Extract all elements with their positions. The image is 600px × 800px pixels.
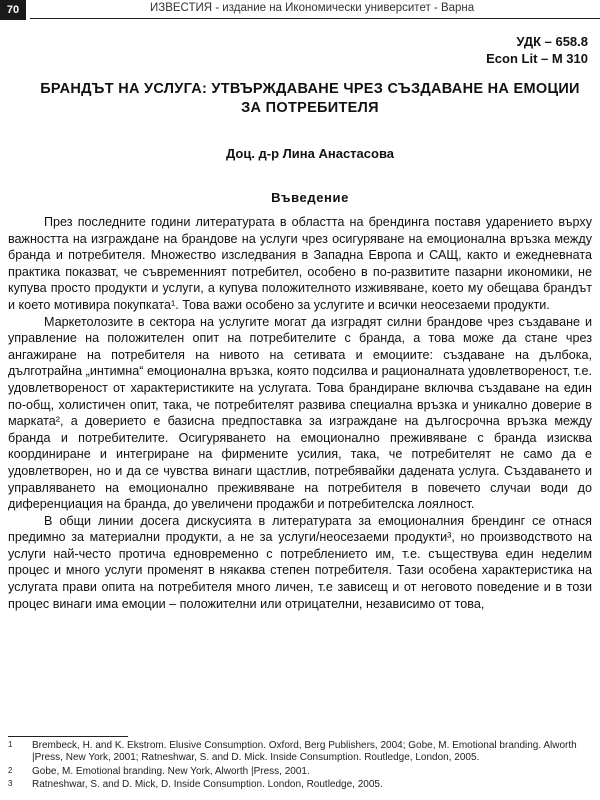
udk-code: УДК – 658.8 xyxy=(516,34,588,49)
footnote xyxy=(8,766,592,778)
header-rule xyxy=(30,18,600,19)
footnotes xyxy=(8,740,592,793)
section-heading: Въведение xyxy=(271,190,349,205)
article-title: БРАНДЪТ НА УСЛУГА: УТВЪРЖДАВАНЕ ЧРЕЗ СЪЗДАВАНЕ НА ЕМОЦИИ ЗА ПОТРЕБИТЕЛЯ xyxy=(40,81,580,116)
econlit-code: Econ Lit – M 310 xyxy=(486,51,588,66)
footnote-text: Gobe, M. Emotional branding. New York, Alworth |Press, 2001. xyxy=(32,765,310,777)
footnote-mark: 3 xyxy=(8,779,13,789)
page-header xyxy=(0,0,600,22)
footnote-separator xyxy=(8,736,128,737)
footnote xyxy=(8,779,592,791)
footnote-mark: 1 xyxy=(8,740,13,749)
page-number: 70 xyxy=(0,0,26,20)
article-author: Доц. д-р Лина Анастасова xyxy=(225,146,395,161)
body-paragraph: Маркетолозите в сектора на услугите могат да изградят силни брандове чрез създаване и управление на положителен опит на потребителите с бранда, а това може да стане чрез ангажиране на потребителя на нивото на сетивата и емоциите: създаване на дълбока, дълготрайна „интимна“ емоционална връзка, която подсилва и рационалната удовлетвореност, т.е. удовлетвореност от характеристиките на услугата. Това брандиране включва създаване на един по-общ, холистичен опит, така, че потребителят развива специална връзка и уникално доверие в марката², а доверието е базисна предпоставка за изграждане на дългосрочна връзка между бранда и потребителите. Осигуряването на емоционално преживяване с бранда изисква координиране и интегриране на фирмените усилия, така, че потребителят не само да е удовлетворен, но и да се чувства винаги щастлив, потребявайки дадената услуга. Създаването и управляването на емоционално преживяване на потребителя в повечето случаи води до диференциация на бранда, до увеличени продажби и потребителска лоялност. xyxy=(8,314,592,512)
classification-codes xyxy=(486,33,588,67)
footnote xyxy=(8,740,592,765)
footnote-text: Ratneshwar, S. and D. Mick, D. Inside Consumption. London, Routledge, 2005. xyxy=(32,779,383,791)
footnote-text: Brembeck, H. and K. Ekstrom. Elusive Consumption. Oxford, Berg Publishers, 2004; Gobe, M. Emotional branding. Alworth |Press, New York, 2001; Ratneshwar, S. and D. Mick. Inside Consumption. Routledge, London, 2005. xyxy=(32,740,577,764)
running-head: ИЗВЕСТИЯ - издание на Икономически университет - Варна xyxy=(150,2,475,14)
footnote-mark: 2 xyxy=(8,765,13,775)
body-paragraph: В общи линии досега дискусията в литературата за емоционалния брендинг се отнася предимно за материални продукти, а не за услуги/неосезаеми продукти³, но производството на услуги най-често протича едновременно с потреблението им, т.е. съществува един неделим процес и много услуги променят в някаква степен потребителя. Тази особена характеристика на услугата прави опита на потребителя много личен, т.е зависещ и от неговото поведение и в този процес винаги има емоции – положителни или отрицателни, независимо от това, xyxy=(8,513,592,611)
article-body xyxy=(8,214,592,612)
body-paragraph: През последните години литературата в областта на брендинга поставя ударението върху важността на изграждане на брандове на услуги чрез осигуряване на емоционална връзка между бранда и потребителя. Множество изследвания в Западна Европа и САЩ, както и ежедневната практика показват, че съвременният потребител, особено в по-развитите пазарни икономики, не купува просто продукти и услуги, а купува положителното изживяване, което му обещава брандът и което мотивира покупката¹. Това важи особено за услугите и всички неосезаеми продукти. xyxy=(8,215,592,312)
